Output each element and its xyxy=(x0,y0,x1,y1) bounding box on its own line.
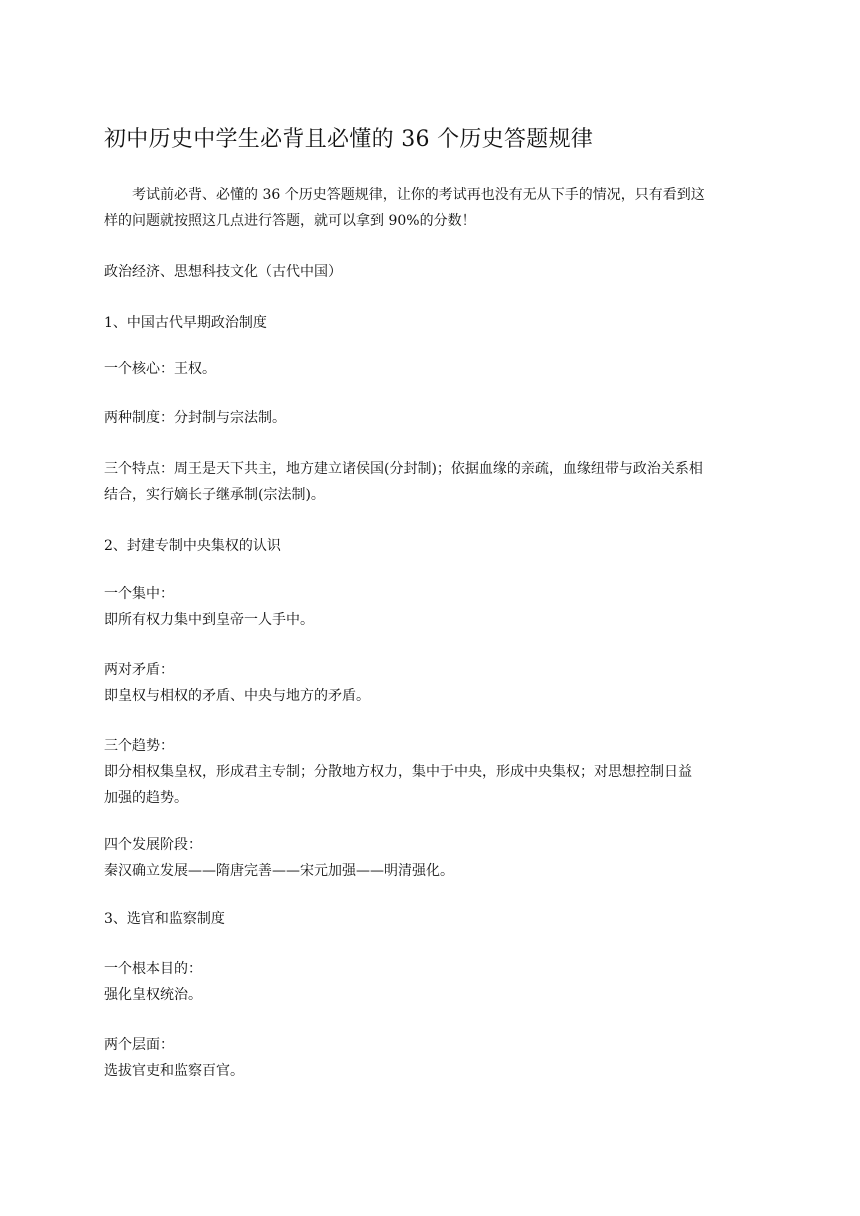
text-line: 三个特点：周王是天下共主，地方建立诸侯国(分封制)；依据血缘的亲疏，血缘纽带与政治关系相 xyxy=(104,461,703,477)
text-line: 三个趋势： xyxy=(104,738,174,754)
intro-line: 考试前必背、必懂的 36 个历史答题规律，让你的考试再也没有无从下手的情况，只有看到这 xyxy=(132,187,705,203)
section-heading: 政治经济、思想科技文化（古代中国） xyxy=(104,264,342,280)
topic-heading: 2、封建专制中央集权的认识 xyxy=(104,538,281,554)
topic-heading: 3、选官和监察制度 xyxy=(104,911,225,927)
text-line: 即皇权与相权的矛盾、中央与地方的矛盾。 xyxy=(104,688,370,704)
document-title: 初中历史中学生必背且必懂的 36 个历史答题规律 xyxy=(104,127,594,152)
text-line: 两个层面： xyxy=(104,1037,174,1053)
intro-line: 样的问题就按照这几点进行答题，就可以拿到 90%的分数！ xyxy=(104,213,476,229)
paragraph-text: 一个核心：王权。 xyxy=(104,361,216,377)
intro-paragraph xyxy=(104,182,760,234)
text-line: 强化皇权统治。 xyxy=(104,987,202,1003)
text-line: 加强的趋势。 xyxy=(104,790,188,806)
topic-heading: 1、中国古代早期政治制度 xyxy=(104,315,267,331)
text-line: 即分相权集皇权，形成君主专制；分散地方权力，集中于中央，形成中央集权；对思想控制日益 xyxy=(104,764,692,780)
text-line: 一个根本目的： xyxy=(104,961,202,977)
paragraph-text: 两种制度：分封制与宗法制。 xyxy=(104,410,286,426)
text-line: 结合，实行嫡长子继承制(宗法制)。 xyxy=(104,487,325,503)
paragraph-text xyxy=(104,456,760,508)
paragraph-text xyxy=(104,1032,760,1084)
text-line: 一个集中： xyxy=(104,586,174,602)
text-line: 秦汉确立发展——隋唐完善——宋元加强——明清强化。 xyxy=(104,863,454,879)
text-line: 两对矛盾： xyxy=(104,662,174,678)
text-line: 选拔官吏和监察百官。 xyxy=(104,1063,244,1079)
paragraph-text xyxy=(104,581,760,633)
text-line: 四个发展阶段： xyxy=(104,837,202,853)
paragraph-text xyxy=(104,956,760,1008)
paragraph-text xyxy=(104,657,760,709)
paragraph-text xyxy=(104,733,760,811)
paragraph-text xyxy=(104,832,760,884)
text-line: 即所有权力集中到皇帝一人手中。 xyxy=(104,612,314,628)
